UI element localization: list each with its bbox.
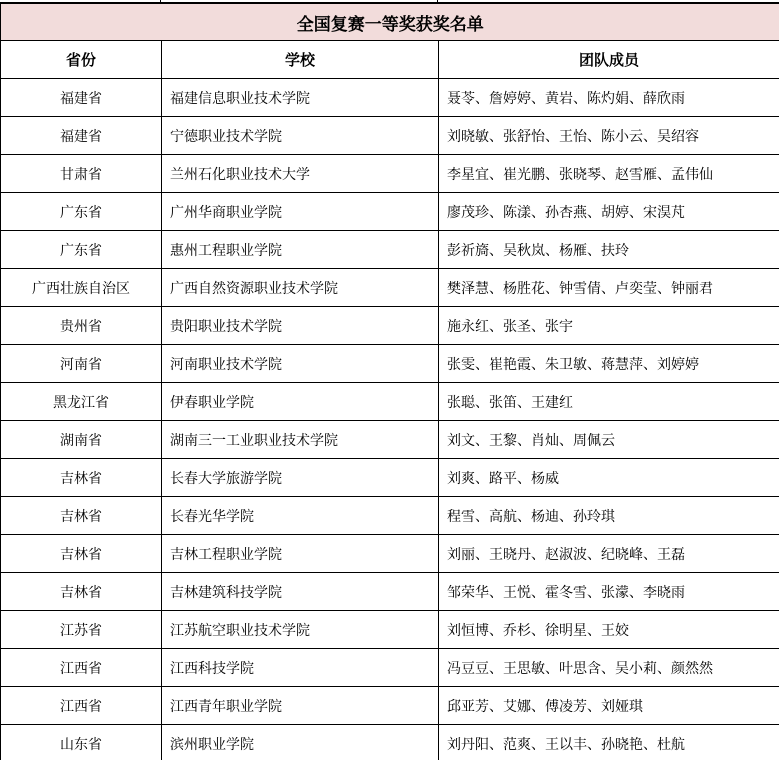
members-cell[interactable]: 程雪、高航、杨迪、孙玲琪 bbox=[439, 497, 779, 535]
members-cell[interactable]: 刘文、王黎、肖灿、周佩云 bbox=[439, 421, 779, 459]
province-cell[interactable]: 山东省 bbox=[1, 725, 162, 760]
members-cell[interactable]: 廖茂珍、陈漾、孙杏燕、胡婷、宋淏芃 bbox=[439, 193, 779, 231]
province-cell[interactable]: 福建省 bbox=[1, 117, 162, 155]
table-row bbox=[1, 497, 779, 535]
table-row bbox=[1, 117, 779, 155]
members-cell[interactable]: 张聪、张笛、王建红 bbox=[439, 383, 779, 421]
members-cell[interactable]: 樊泽慧、杨胜花、钟雪倩、卢奕莹、钟丽君 bbox=[439, 269, 779, 307]
table-row bbox=[1, 649, 779, 687]
province-cell[interactable]: 黑龙江省 bbox=[1, 383, 162, 421]
table-row bbox=[1, 231, 779, 269]
title-row bbox=[1, 4, 779, 41]
table-row bbox=[1, 155, 779, 193]
table-row bbox=[1, 307, 779, 345]
table-title[interactable]: 全国复赛一等奖获奖名单 bbox=[1, 4, 779, 41]
school-cell[interactable]: 伊春职业学院 bbox=[162, 383, 439, 421]
school-cell[interactable]: 吉林工程职业学院 bbox=[162, 535, 439, 573]
members-cell[interactable]: 邱亚芳、艾娜、傅凌芳、刘娅琪 bbox=[439, 687, 779, 725]
members-cell[interactable]: 施永红、张圣、张宇 bbox=[439, 307, 779, 345]
table-row bbox=[1, 345, 779, 383]
table-row bbox=[1, 459, 779, 497]
school-cell[interactable]: 贵阳职业技术学院 bbox=[162, 307, 439, 345]
school-cell[interactable]: 河南职业技术学院 bbox=[162, 345, 439, 383]
members-cell[interactable]: 刘恒博、乔杉、徐明星、王姣 bbox=[439, 611, 779, 649]
province-cell[interactable]: 甘肃省 bbox=[1, 155, 162, 193]
table-row bbox=[1, 193, 779, 231]
school-cell[interactable]: 惠州工程职业学院 bbox=[162, 231, 439, 269]
province-cell[interactable]: 吉林省 bbox=[1, 535, 162, 573]
school-cell[interactable]: 湖南三一工业职业技术学院 bbox=[162, 421, 439, 459]
school-cell[interactable]: 滨州职业学院 bbox=[162, 725, 439, 760]
school-cell[interactable]: 宁德职业技术学院 bbox=[162, 117, 439, 155]
members-cell[interactable]: 张雯、崔艳霞、朱卫敏、蒋慧萍、刘婷婷 bbox=[439, 345, 779, 383]
members-cell[interactable]: 李星宜、崔光鹏、张晓琴、赵雪雁、孟伟仙 bbox=[439, 155, 779, 193]
header-school[interactable]: 学校 bbox=[162, 41, 439, 79]
members-cell[interactable]: 刘丽、王晓丹、赵淑波、纪晓峰、王磊 bbox=[439, 535, 779, 573]
province-cell[interactable]: 河南省 bbox=[1, 345, 162, 383]
top-strip bbox=[0, 0, 779, 3]
table-row bbox=[1, 725, 779, 760]
school-cell[interactable]: 江西青年职业学院 bbox=[162, 687, 439, 725]
members-cell[interactable]: 聂苓、詹婷婷、黄岩、陈灼娟、薛欣雨 bbox=[439, 79, 779, 117]
members-cell[interactable]: 刘丹阳、范爽、王以丰、孙晓艳、杜航 bbox=[439, 725, 779, 760]
header-province[interactable]: 省份 bbox=[1, 41, 162, 79]
province-cell[interactable]: 江西省 bbox=[1, 649, 162, 687]
table-row bbox=[1, 383, 779, 421]
province-cell[interactable]: 福建省 bbox=[1, 79, 162, 117]
table-row bbox=[1, 611, 779, 649]
province-cell[interactable]: 江西省 bbox=[1, 687, 162, 725]
province-cell[interactable]: 广西壮族自治区 bbox=[1, 269, 162, 307]
members-cell[interactable]: 彭祈旖、吴秋岚、杨雁、扶玲 bbox=[439, 231, 779, 269]
table-row bbox=[1, 79, 779, 117]
table-row bbox=[1, 421, 779, 459]
province-cell[interactable]: 吉林省 bbox=[1, 497, 162, 535]
members-cell[interactable]: 刘爽、路平、杨威 bbox=[439, 459, 779, 497]
school-cell[interactable]: 江苏航空职业技术学院 bbox=[162, 611, 439, 649]
members-cell[interactable]: 邹荣华、王悦、霍冬雪、张濛、李晓雨 bbox=[439, 573, 779, 611]
table-row bbox=[1, 687, 779, 725]
province-cell[interactable]: 广东省 bbox=[1, 193, 162, 231]
school-cell[interactable]: 江西科技学院 bbox=[162, 649, 439, 687]
school-cell[interactable]: 广西自然资源职业技术学院 bbox=[162, 269, 439, 307]
school-cell[interactable]: 福建信息职业技术学院 bbox=[162, 79, 439, 117]
header-row bbox=[1, 41, 779, 79]
school-cell[interactable]: 兰州石化职业技术大学 bbox=[162, 155, 439, 193]
school-cell[interactable]: 吉林建筑科技学院 bbox=[162, 573, 439, 611]
province-cell[interactable]: 广东省 bbox=[1, 231, 162, 269]
members-cell[interactable]: 刘晓敏、张舒怡、王怡、陈小云、吴绍容 bbox=[439, 117, 779, 155]
header-members[interactable]: 团队成员 bbox=[439, 41, 779, 79]
school-cell[interactable]: 长春大学旅游学院 bbox=[162, 459, 439, 497]
school-cell[interactable]: 长春光华学院 bbox=[162, 497, 439, 535]
table-row bbox=[1, 269, 779, 307]
award-table bbox=[0, 3, 779, 760]
province-cell[interactable]: 吉林省 bbox=[1, 459, 162, 497]
province-cell[interactable]: 贵州省 bbox=[1, 307, 162, 345]
table-row bbox=[1, 535, 779, 573]
province-cell[interactable]: 吉林省 bbox=[1, 573, 162, 611]
members-cell[interactable]: 冯豆豆、王思敏、叶思含、吴小莉、颜然然 bbox=[439, 649, 779, 687]
province-cell[interactable]: 湖南省 bbox=[1, 421, 162, 459]
province-cell[interactable]: 江苏省 bbox=[1, 611, 162, 649]
school-cell[interactable]: 广州华商职业学院 bbox=[162, 193, 439, 231]
table-row bbox=[1, 573, 779, 611]
